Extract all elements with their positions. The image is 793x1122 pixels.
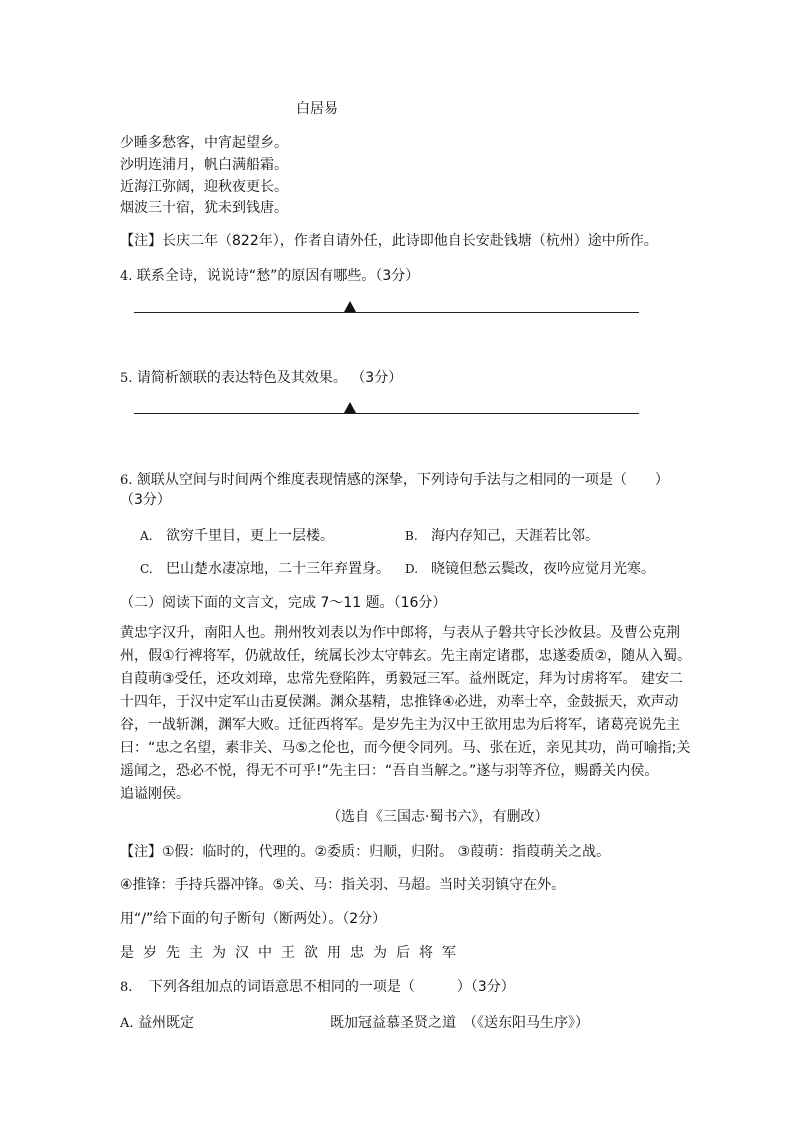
option-8a[interactable] [120,1012,194,1032]
option-letter: C. [140,562,153,576]
question-6-text: 颔联从空间与时间两个维度表现情感的深挚，下列诗句手法与之相同的一项是（ ） [136,472,669,488]
question-4 [120,265,419,285]
option-8a-right: 既加冠益慕圣贤之道 （《送东阳马生序》） [330,1015,589,1031]
passage-line: 黄忠字汉升，南阳人也。荆州牧刘表以为作中郎将，与表从子磐共守长沙攸县。及曹公克荆 [120,625,680,641]
passage-line: 十四年，于汉中定军山击夏侯渊。渊众基精，忠推锋④必进，劝率士卒，金鼓振天，欢声动 [120,694,679,710]
section-heading: （二）阅读下面的文言文，完成 7～11 题。（16分） [120,595,447,611]
answer-triangle-icon [344,301,356,312]
passage-line: 遥闻之，恐必不悦，得无不可乎!”先主曰：“吾自当解之。”遂与羽等齐位，赐爵关内侯。 [120,763,659,779]
poem-line-4: 烟波三十宿，犹未到钱唐。 [120,200,288,216]
option-text: 海内存知己，天涯若比邻。 [431,528,599,544]
question-5-number: 5. [120,371,133,386]
question-4-number: 4. [120,269,133,284]
option-text: 晓镜但愁云鬓改，夜吟应觉月光寒。 [431,561,655,577]
passage-line: 追谥刚侯。 [120,786,190,802]
answer-triangle-icon [344,402,356,413]
question-8-number: 8. [120,980,133,995]
question-5-text: 请简析颔联的表达特色及其效果。 （3分） [136,370,403,386]
passage-notes-line-2: ④推锋：手持兵器冲锋。⑤关、马：指关羽、马超。当时关羽镇守在外。 [120,877,566,893]
passage-line: 曰：“忠之名望，素非关、马⑤之伦也，而今便令同列。马、张在近，亲见其功，尚可喻指;关 [120,740,691,756]
poem-author: 白居易 [296,101,338,117]
option-letter: B. [405,529,418,543]
answer-line-q4[interactable] [134,312,639,313]
option-text: 巴山楚水凄凉地，二十三年弃置身。 [166,561,390,577]
passage-line: 谷，一战斩渊，渊军大败。迁征西将军。是岁先主为汉中王欲用忠为后将军，诸葛亮说先主 [120,717,680,733]
option-6a[interactable] [140,525,334,545]
poem-line-3: 近海江弥阔，迎秋夜更长。 [120,179,288,195]
option-text: 欲穷千里目，更上一层楼。 [166,528,334,544]
option-letter: A. [140,529,153,543]
passage-notes-line-1: 【注】①假：临时的，代理的。②委质：归顺，归附。 ③葭萌：指葭萌关之战。 [120,844,611,860]
poem-line-1: 少睡多愁客，中宵起望乡。 [120,135,288,151]
question-5 [120,367,402,387]
option-letter: D. [405,562,419,576]
question-6-points: （3分） [120,492,171,508]
option-6c[interactable] [140,558,390,578]
question-8-text: 下列各组加点的词语意思不相同的一项是（ ）（3分） [148,979,515,995]
question-7: 用“/”给下面的句子断句（断两处）。（2分） [120,911,387,927]
option-6d[interactable] [405,558,655,578]
option-letter: A. [120,1016,134,1031]
question-7-sentence: 是岁先主为汉中王欲用忠为后将军 [120,945,465,961]
poem-line-2: 沙明连浦月，帆白满船霜。 [120,157,288,173]
passage-source: （选自《三国志·蜀书六》，有删改） [327,809,549,825]
question-4-text: 联系全诗，说说诗“愁”的原因有哪些。（3分） [136,268,420,284]
question-6 [120,469,669,489]
answer-line-q5[interactable] [134,413,639,414]
option-8a-left: 益州既定 [137,1015,194,1031]
passage-line: 州，假①行裨将军，仍就故任，统属长沙太守韩玄。先主南定诸郡，忠遂委质②，随从入蜀。 [120,648,692,664]
passage-line: 自葭萌③受任，还攻刘璋，忠常先登陷阵，勇毅冠三军。益州既定，拜为讨虏将军。 建安二 [120,671,683,687]
question-8 [120,976,515,996]
classical-passage [120,622,692,806]
option-6b[interactable] [405,525,599,545]
poem-note: 【注】长庆二年（822年），作者自请外任，此诗即他自长安赴钱塘（杭州）途中所作。 [120,233,658,249]
question-6-number: 6. [120,473,133,488]
